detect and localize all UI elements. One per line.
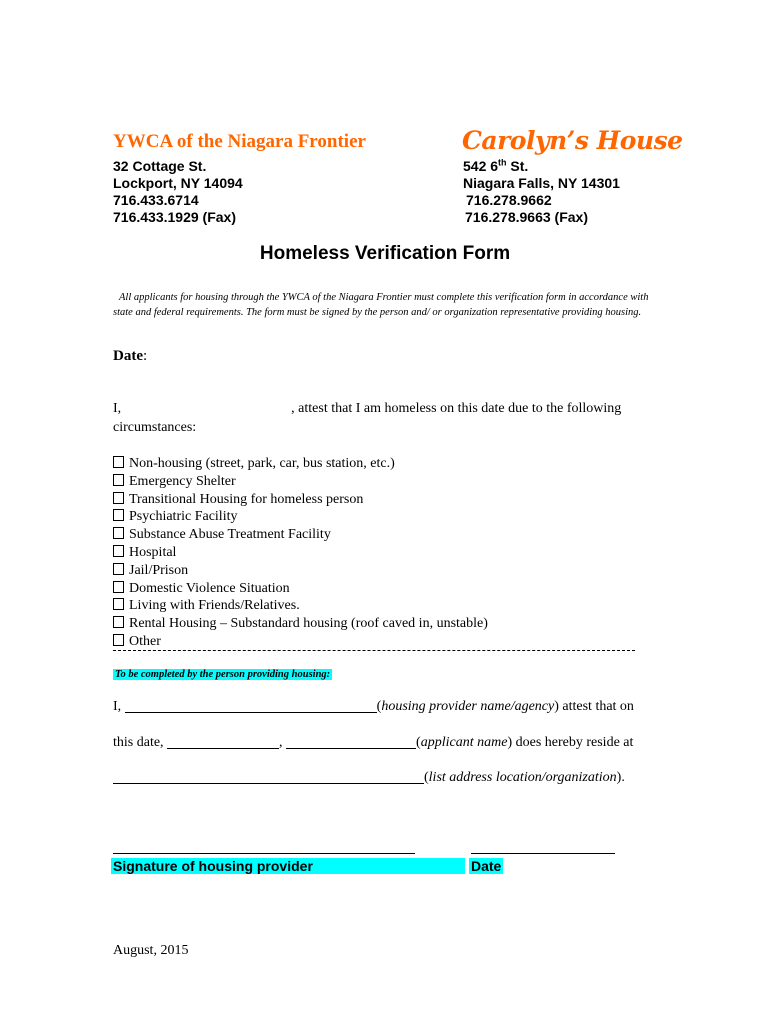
checkbox[interactable] bbox=[113, 598, 124, 610]
provider-name-field[interactable] bbox=[125, 698, 377, 713]
provider-line-2: this date, , (applicant name) does hereby reside at bbox=[113, 735, 634, 750]
section-divider bbox=[113, 650, 635, 651]
circumstance-item bbox=[113, 562, 488, 580]
left-phone: 716.433.6714 bbox=[113, 192, 199, 208]
signature-line[interactable] bbox=[113, 853, 415, 854]
right-address-block bbox=[463, 158, 620, 226]
signature-label: Signature of housing provider bbox=[111, 858, 465, 874]
left-address-block bbox=[113, 158, 243, 226]
checkbox[interactable] bbox=[113, 634, 124, 646]
circumstance-label: Non-housing (street, park, car, bus station, etc.) bbox=[129, 456, 395, 471]
circumstance-label: Transitional Housing for homeless person bbox=[129, 491, 364, 507]
date-label: Date bbox=[113, 348, 143, 364]
right-fax: 716.278.9663 (Fax) bbox=[465, 209, 588, 225]
date-blank-field[interactable] bbox=[167, 734, 279, 749]
circumstance-label: Living with Friends/Relatives. bbox=[129, 598, 300, 614]
left-city: Lockport, NY 14094 bbox=[113, 175, 243, 191]
left-street: 32 Cottage St. bbox=[113, 158, 207, 174]
circumstance-label: Domestic Violence Situation bbox=[129, 580, 290, 596]
form-title: Homeless Verification Form bbox=[259, 243, 511, 264]
right-phone: 716.278.9662 bbox=[466, 192, 552, 208]
circumstance-label: Substance Abuse Treatment Facility bbox=[129, 527, 331, 543]
circumstance-item bbox=[113, 615, 488, 633]
revision-date: August, 2015 bbox=[113, 943, 189, 958]
circumstance-label: Emergency Shelter bbox=[129, 473, 236, 489]
left-fax: 716.433.1929 (Fax) bbox=[113, 209, 236, 225]
checkbox[interactable] bbox=[113, 563, 124, 575]
circumstance-label: Other bbox=[129, 633, 161, 649]
circumstance-item bbox=[113, 473, 488, 491]
date-field[interactable]: Date: bbox=[113, 348, 148, 364]
circumstance-label: Hospital bbox=[129, 544, 177, 560]
signature-date-line[interactable] bbox=[471, 853, 615, 854]
address-field[interactable] bbox=[113, 769, 424, 784]
applicant-name-field[interactable] bbox=[286, 734, 416, 749]
circumstance-label: Psychiatric Facility bbox=[129, 509, 238, 525]
circumstance-item bbox=[113, 580, 488, 598]
circumstance-label: Jail/Prison bbox=[129, 562, 189, 578]
circumstance-item bbox=[113, 544, 488, 562]
circumstance-checklist bbox=[113, 455, 488, 651]
circumstance-label: Rental Housing – Substandard housing (roof caved in, unstable) bbox=[129, 616, 488, 632]
intro-paragraph: All applicants for housing through the YWCA of the Niagara Frontier must complete this verification form in accordance with state and federal requirements. The form must be signed by the person and/ or organization representative providing housing. bbox=[113, 292, 649, 318]
circumstance-item bbox=[113, 597, 488, 615]
checkbox[interactable] bbox=[113, 474, 124, 486]
checkbox[interactable] bbox=[113, 527, 124, 539]
checkbox[interactable] bbox=[113, 456, 124, 468]
provider-line-1: I, (housing provider name/agency) attest that on bbox=[113, 699, 634, 714]
attest-statement: I, , attest that I am homeless on this date due to the following circumstances: bbox=[113, 401, 622, 435]
circumstance-item bbox=[113, 633, 488, 651]
circumstance-item bbox=[113, 526, 488, 544]
signature-date-label: Date bbox=[471, 858, 502, 874]
checkbox[interactable] bbox=[113, 509, 124, 521]
checkbox[interactable] bbox=[113, 492, 124, 504]
provider-line-3: (list address location/organization). bbox=[113, 769, 625, 786]
checkbox[interactable] bbox=[113, 581, 124, 593]
checkbox[interactable] bbox=[113, 545, 124, 557]
provider-section-heading: To be completed by the person providing housing: bbox=[115, 669, 331, 680]
left-organization-name: YWCA of the Niagara Frontier bbox=[113, 131, 366, 152]
checkbox[interactable] bbox=[113, 616, 124, 628]
circumstance-item bbox=[113, 455, 488, 473]
right-organization-name: Carolyn’s House bbox=[462, 126, 683, 155]
right-city: Niagara Falls, NY 14301 bbox=[463, 175, 620, 191]
circumstance-item bbox=[113, 491, 488, 509]
circumstance-item bbox=[113, 508, 488, 526]
right-street: 542 6th St. bbox=[463, 157, 529, 174]
